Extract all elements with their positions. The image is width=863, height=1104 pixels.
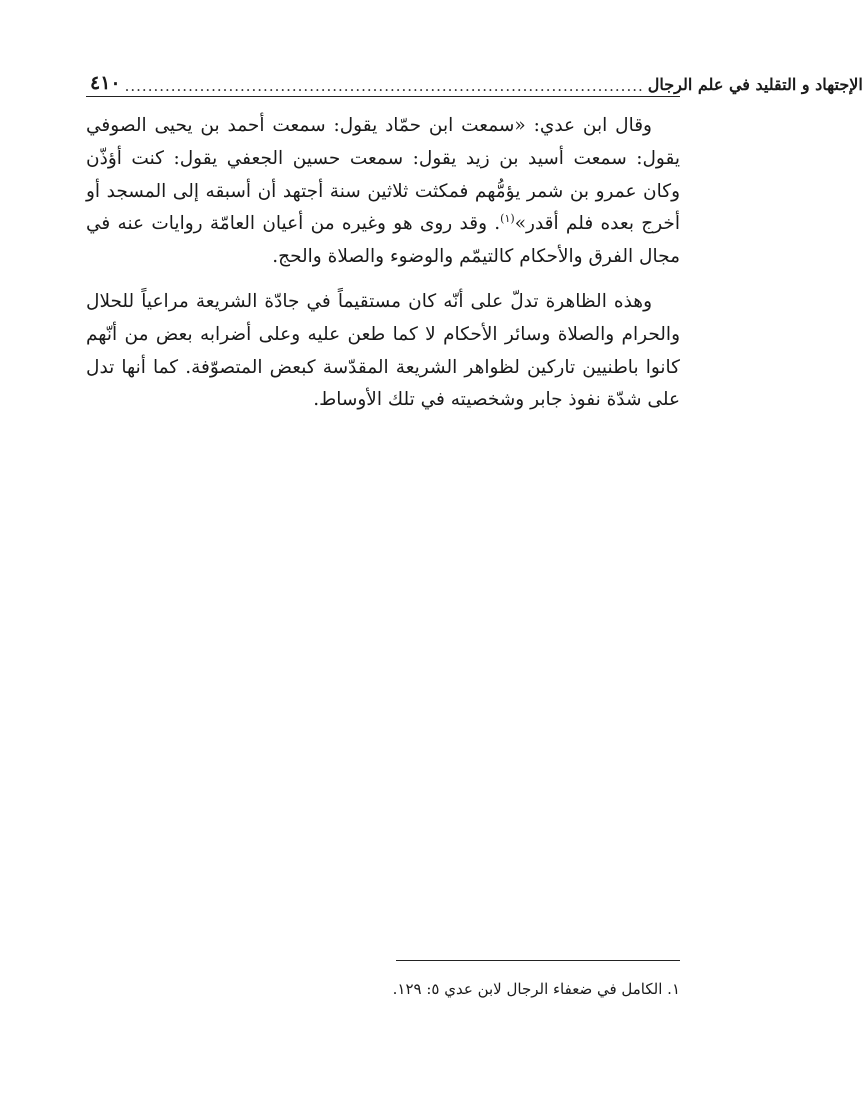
footnote-reference: (١) bbox=[500, 212, 515, 226]
running-title: الإجتهاد و التقليد في علم الرجال bbox=[647, 75, 863, 94]
paragraph-2: وهذه الظاهرة تدلّ على أنّه كان مستقيماً في جادّة الشريعة مراعياً للحلال والحرام والصلاة وسائر الأحكام لا كما طعن عليه وعلى أضرابه بعض من أنّهم كانوا باطنيين تاركين لظواهر الشريعة المقدّسة كبعض المتصوّفة. كما أنها تدل على شدّة نفوذ جابر وشخصيته في تلك الأوساط. bbox=[86, 290, 680, 411]
dotted-leader: .......................................................................................... bbox=[124, 77, 644, 95]
page-header bbox=[86, 66, 863, 97]
footnote-separator bbox=[396, 960, 680, 961]
main-text bbox=[86, 110, 680, 417]
paragraph-1-text: وقال ابن عدي: «سمعت ابن حمّاد يقول: سمعت أحمد بن يحيى الصوفي يقول: سمعت أسيد بن زيد يقول: سمعت حسين الجعفي يقول: كنت أؤذّن وكان عمرو بن شمر يؤمُّهم فمكثت ثلاثين سنة أجتهد أن أسبقه إلى المسجد أو أخرج بعده فلم أقدر» bbox=[86, 115, 680, 235]
paragraph-1 bbox=[86, 110, 680, 274]
page-number: ٤١٠ bbox=[90, 72, 121, 94]
paragraph-1-continuation: . وقد روى هو وغيره من أعيان العامّة روايات عنه في مجال الفرق والأحكام كالتيمّم والوضوء والصلاة والحج. bbox=[86, 213, 680, 268]
footnote-1: ١. الكامل في ضعفاء الرجال لابن عدي ٥: ١٢٩. bbox=[392, 980, 680, 998]
